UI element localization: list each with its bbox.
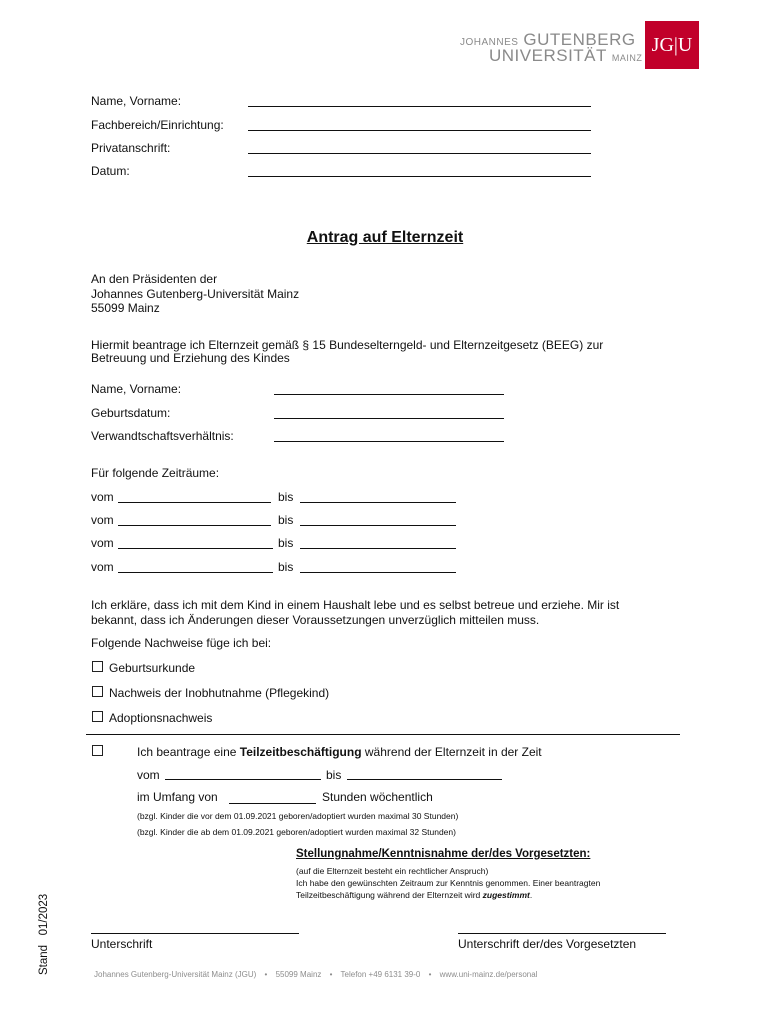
- period-to-label: bis: [278, 560, 294, 574]
- footer-separator: •: [264, 970, 268, 979]
- header-label-address: Privatanschrift:: [91, 141, 171, 155]
- evidence-label-foster: Nachweis der Inobhutnahme (Pflegekind): [109, 686, 330, 700]
- period-from-label: vom: [91, 560, 114, 574]
- period-from-label: vom: [91, 490, 114, 504]
- university-wordmark: [460, 30, 643, 66]
- child-label-birthdate: Geburtsdatum:: [91, 406, 171, 420]
- header-input-department[interactable]: [248, 130, 591, 131]
- period-to-label: bis: [278, 536, 294, 550]
- footer: [94, 970, 537, 979]
- period-to-label: bis: [278, 513, 294, 527]
- period-to-label: bis: [278, 490, 294, 504]
- period-1-to-input[interactable]: [300, 502, 456, 503]
- child-label-relation: Verwandtschaftsverhältnis:: [91, 429, 234, 443]
- part-time-to-label: bis: [326, 768, 342, 782]
- recipient-line2: Johannes Gutenberg-Universität Mainz: [91, 287, 300, 301]
- evidence-label-birth-certificate: Geburtsurkunde: [109, 661, 196, 675]
- part-time-scope-label: im Umfang von: [137, 790, 218, 804]
- period-from-label: vom: [91, 513, 114, 527]
- period-4-to-input[interactable]: [300, 572, 456, 573]
- part-time-checkbox[interactable]: [92, 745, 103, 756]
- signature-line-applicant[interactable]: [91, 933, 299, 934]
- evidence-checkbox-birth-certificate[interactable]: [92, 661, 103, 672]
- footer-phone: Telefon +49 6131 39-0: [340, 970, 421, 979]
- header-input-name[interactable]: [248, 106, 591, 107]
- signature-line-supervisor[interactable]: [458, 933, 666, 934]
- part-time-hours-input[interactable]: [229, 803, 316, 804]
- period-2-to-input[interactable]: [300, 525, 456, 526]
- header-label-name: Name, Vorname:: [91, 94, 182, 108]
- child-input-name[interactable]: [274, 394, 504, 395]
- period-3-to-input[interactable]: [300, 548, 456, 549]
- part-time-from-label: vom: [137, 768, 160, 782]
- part-time-note-1: (bzgl. Kinder die vor dem 01.09.2021 geboren/adoptiert wurden maximal 30 Stunden): [137, 811, 459, 821]
- footer-institution: Johannes Gutenberg-Universität Mainz (JGU): [94, 970, 257, 979]
- period-3-from-input[interactable]: [118, 548, 273, 549]
- signature-label-applicant: Unterschrift: [91, 937, 153, 951]
- footer-web-link[interactable]: www.uni-mainz.de/personal: [439, 970, 538, 979]
- header-label-department: Fachbereich/Einrichtung:: [91, 118, 224, 132]
- supervisor-line1: (auf die Elternzeit besteht ein rechtlicher Anspruch): [296, 866, 489, 876]
- footer-city: 55099 Mainz: [275, 970, 322, 979]
- child-input-birthdate[interactable]: [274, 418, 504, 419]
- supervisor-heading: Stellungnahme/Kenntnisnahme der/des Vorgesetzten:: [296, 848, 591, 860]
- supervisor-line3: Teilzeitbeschäftigung während der Elternzeit wird zugestimmt.: [296, 890, 533, 900]
- part-time-hours-label: Stunden wöchentlich: [322, 790, 433, 804]
- form-title: Antrag auf Elternzeit: [306, 229, 464, 246]
- child-label-name: Name, Vorname:: [91, 382, 182, 396]
- footer-separator: •: [329, 970, 333, 979]
- declaration-line1: Ich erkläre, dass ich mit dem Kind in einem Haushalt lebe und es selbst betreue und erziehe. Mir ist: [91, 598, 620, 612]
- evidence-checkbox-foster[interactable]: [92, 686, 103, 697]
- recipient-line3: 55099 Mainz: [91, 301, 160, 315]
- periods-heading: Für folgende Zeiträume:: [91, 466, 220, 480]
- declaration-line2: bekannt, dass ich Änderungen dieser Voraussetzungen unverzüglich mitteilen muss.: [91, 613, 540, 627]
- logo-mainz: MAINZ: [611, 53, 643, 63]
- signature-label-supervisor: Unterschrift der/des Vorgesetzten: [458, 937, 637, 951]
- intro-line2: Betreuung und Erziehung des Kindes: [91, 351, 290, 365]
- header-input-date[interactable]: [248, 176, 591, 177]
- header-label-date: Datum:: [91, 164, 130, 178]
- supervisor-line2: Ich habe den gewünschten Zeitraum zur Kenntnis genommen. Einer beantragten: [296, 878, 601, 888]
- period-4-from-input[interactable]: [118, 572, 273, 573]
- evidence-heading: Folgende Nachweise füge ich bei:: [91, 636, 272, 650]
- section-divider: [86, 734, 680, 735]
- part-time-from-input[interactable]: [165, 779, 321, 780]
- period-from-label: vom: [91, 536, 114, 550]
- child-input-relation[interactable]: [274, 441, 504, 442]
- part-time-to-input[interactable]: [347, 779, 502, 780]
- period-2-from-input[interactable]: [118, 525, 271, 526]
- version-stamp: Stand 01/2023: [38, 893, 50, 975]
- header-input-address[interactable]: [248, 153, 591, 154]
- footer-separator: •: [428, 970, 432, 979]
- logo-gutenberg: GUTENBERG: [523, 30, 636, 49]
- part-time-note-2: (bzgl. Kinder die ab dem 01.09.2021 geboren/adoptiert wurden maximal 32 Stunden): [137, 827, 456, 837]
- logo-universitaet: UNIVERSITÄT: [489, 46, 607, 65]
- evidence-checkbox-adoption[interactable]: [92, 711, 103, 722]
- logo-johannes: JOHANNES: [460, 37, 519, 48]
- part-time-request: Ich beantrage eine Teilzeitbeschäftigung während der Elternzeit in der Zeit: [137, 745, 542, 759]
- jgu-logo-mark: JG|U: [645, 21, 699, 69]
- evidence-label-adoption: Adoptionsnachweis: [109, 711, 213, 725]
- period-1-from-input[interactable]: [118, 502, 271, 503]
- recipient-line1: An den Präsidenten der: [91, 272, 218, 286]
- intro-line1: Hiermit beantrage ich Elternzeit gemäß § 15 Bundeselterngeld- und Elternzeitgesetz (BEEG) zur: [91, 338, 604, 352]
